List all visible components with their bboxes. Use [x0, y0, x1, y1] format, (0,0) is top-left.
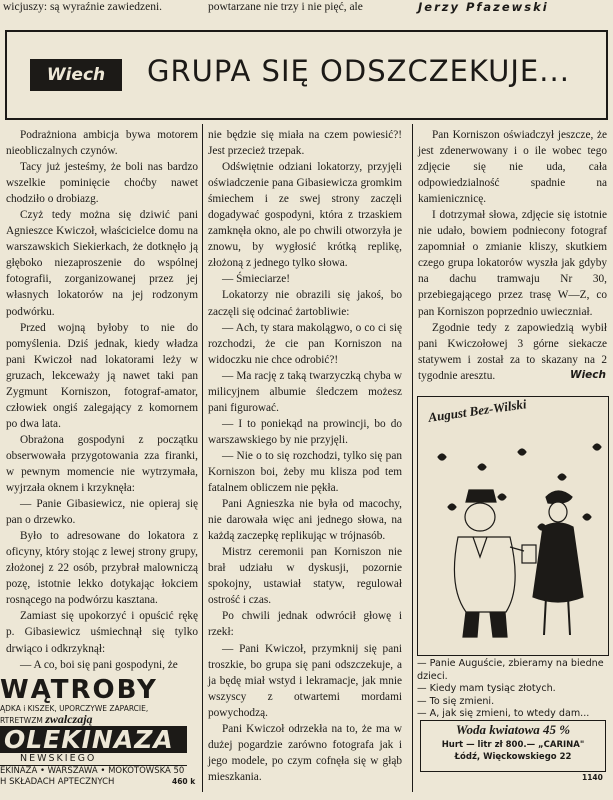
ad-stores: H SKŁADACH APTECZNYCH	[0, 777, 115, 787]
ad-line-3-script: zwalczają	[45, 712, 93, 726]
article-title: GRUPA SIĘ ODSZCZEKUJE...	[147, 54, 570, 88]
paragraph: Pani Agnieszka nie była od macochy, nie darowała więc ani jednego słowa, na każdą zaczepkę replikując w trójnasób.	[208, 498, 402, 543]
paragraph: Zgodnie tedy z zapowiedzią wybił pani Kwiczołowej 3 górne siekacze statywem i został za to skazany na 2 tygodnie aresztu.	[418, 321, 607, 382]
ad-line-1: WĄTROBY	[0, 675, 158, 705]
paragraph: — A co, boi się pani gospodyni, że	[20, 658, 178, 671]
paragraph: Pani Kwiczoł odrzekła na to, że ma w dużej pogardzie zarówno fotografa jak i jego modele, po czym cofnęła się w głąb mieszkania.	[208, 722, 402, 783]
ad-brand: OLEKINAZA	[0, 726, 187, 753]
paragraph: Lokatorzy nie obrazili się jakoś, bo zaczęli się odcinać żartobliwie:	[208, 289, 402, 318]
paragraph: — Nie o to się rozchodzi, tylko się pan Korniszon boi, żeby mu klisza pod tem fatalnem obliczem nie pękła.	[208, 449, 402, 495]
paragraph: Zamiast się upokorzyć i opuścić rękę p. Gibasiewicz uśmiechnął się tylko drwiąco i odkrzyknął:	[6, 610, 198, 655]
paragraph: — Panie Gibasiewicz, nie opieraj się pan o drzewko.	[6, 498, 198, 527]
ad-carina-code: 1140	[582, 773, 603, 782]
ad-carina	[420, 720, 606, 772]
paragraph: Po chwili jednak odwrócił głowę i rzekł:	[208, 610, 402, 639]
top-strip-right: Jerzy Pfazewski	[418, 0, 549, 14]
paragraph: Było to adresowane do lokatora z oficyny, który stojąc z lewej strony grupy, złożonej z 22 osób, przybrał malowniczą pozę, istotnie lekko dotykając łokciem rosnącego na podwórzu kasztana.	[6, 530, 198, 607]
paragraph: Obrażona gospodyni z początku obserwowała przygotowania zza firanki, w pewnym momencie nie wytrzymała, wyjrzała oknem i krzyknęła:	[6, 433, 198, 495]
ad-brand-sub: NEWSKIEGO	[0, 753, 187, 766]
paragraph: Mistrz ceremonii pan Korniszon nie brał udziału w dyskusji, pozornie spokojny, ustawiał statyw, regulował ostrość i czas.	[208, 546, 402, 607]
cartoon-illustration	[417, 396, 609, 656]
paragraph: Tacy już jesteśmy, że boli nas bardzo wszelkie pominięcie choćby nawet chodziło o drobiazg.	[6, 161, 198, 206]
cartoon-caption	[417, 658, 609, 721]
caption-line: — A, jak się zmieni, to wtedy dam...	[417, 708, 590, 719]
article-column-1	[6, 127, 198, 671]
ad-carina-price: Hurt — litr zł 800.— „CARINA"	[441, 740, 585, 750]
ad-line-3-prefix: RTRETWZM	[0, 716, 43, 725]
paragraph: — Ach, ty stara makolągwo, o co ci się rozchodzi, że cie pan Korniszon na widoczku nie chce odrobić?!	[208, 321, 402, 366]
paragraph: — I to poniekąd na prowincji, bo do warszawskiego by nie przyjęli.	[208, 417, 402, 446]
paragraph: Odświętnie odziani lokatorzy, przyjęli oświadczenie pana Gibasiewicza gromkim śmiechem i ze swej strony zaczęli dogadywać gospodyni, która z trzaskiem zamknęła okno, ale po chwili otworzyła je znowu, by wygłosić krótką replikę, złożoną z jednego tylko słowa.	[208, 161, 402, 270]
ad-carina-address: Łódź, Więckowskiego 22	[454, 752, 572, 762]
paragraph: — Śmieciarze!	[222, 273, 291, 286]
column-rule	[412, 124, 413, 792]
ad-code: 460 k	[172, 777, 196, 786]
caption-line: — To się zmieni.	[417, 695, 495, 707]
paragraph: I dotrzymał słowa, zdjęcie się istotnie nie udało, bowiem podniecony fotograf zapomniał o zmianie kliszy, skutkiem czego grupa lokatorów wyszła jak gdyby na dachu tramwaju Nr 30, przebiegającego przez trasę W—Z, co pan Korniszon poprzednio uwieczniał.	[418, 209, 607, 318]
caption-line: — Kiedy mam tysiąc złotych.	[417, 683, 556, 694]
paragraph: nie będzie się miała na czem powiesić?! Jest przecież trzepak.	[208, 129, 402, 158]
top-strip-middle: powtarzane nie trzy i nie pięć, ale	[208, 1, 363, 13]
top-strip-left: wicjuszy: są wyraźnie zawiedzeni.	[3, 1, 163, 13]
ad-address: EKINAZA • WARSZAWA • MOKOTOWSKA 50	[0, 766, 185, 776]
author-tag: Wiech	[30, 59, 122, 91]
cartoon-drawing	[418, 397, 608, 655]
ad-line-2: ĄDKA i KISZEK, UPORCZYWE ZAPARCIE,	[0, 704, 149, 713]
article-banner	[5, 30, 608, 120]
paragraph: Przed wojną byłoby to nie do pomyślenia. Dziś jednak, kiedy władza pani Kwiczoł nad lokatorami leży w gruzach, lekceważy ją nawet taki pan Zygmunt Korniszon, fotograf-amator, człowiek ongiś zalegający z komornem po dwa lata.	[6, 321, 198, 430]
ad-carina-title: Woda kwiatowa 45 %	[455, 722, 571, 737]
article-signature: Wiech	[569, 369, 606, 381]
paragraph: — Ma rację z taką twarzyczką chyba w milicyjnem albumie śledczem możesz pani figurować.	[208, 369, 402, 414]
paragraph: Czyż tedy można się dziwić pani Agnieszce Kwiczoł, właścicielce domu na warszawskich Siekierkach, że dotknęło ją głęboko niezaproszenie do wspólnej fotografii, zorganizowanej przez jej własnych lokatorów na jej rodzonym podwórku.	[6, 209, 198, 318]
column-rule	[202, 124, 203, 792]
cartoon-signature: August Bez-Wilski	[427, 396, 528, 425]
paragraph: Podrażniona ambicja bywa motorem nieobliczalnych czynów.	[6, 129, 198, 158]
paragraph: Pan Korniszon oświadczył jeszcze, że jest zdenerwowany i o ile wobec tego zdjęcie się nie uda, cała odpowiedzialność spadnie na kamienicznicę.	[418, 129, 607, 206]
article-column-2	[208, 127, 402, 792]
caption-line: — Panie Auguście, zbieramy na biedne dzieci.	[417, 658, 604, 682]
paragraph: — Pani Kwiczoł, przymknij się pani troszkie, bo grupa się pani odszczekuje, a ja będę miał wstyd i lekramacje, jak mnie wszyscy z otwartemi mordami powychodzą.	[208, 642, 402, 719]
ad-cholekinaza	[0, 676, 187, 796]
